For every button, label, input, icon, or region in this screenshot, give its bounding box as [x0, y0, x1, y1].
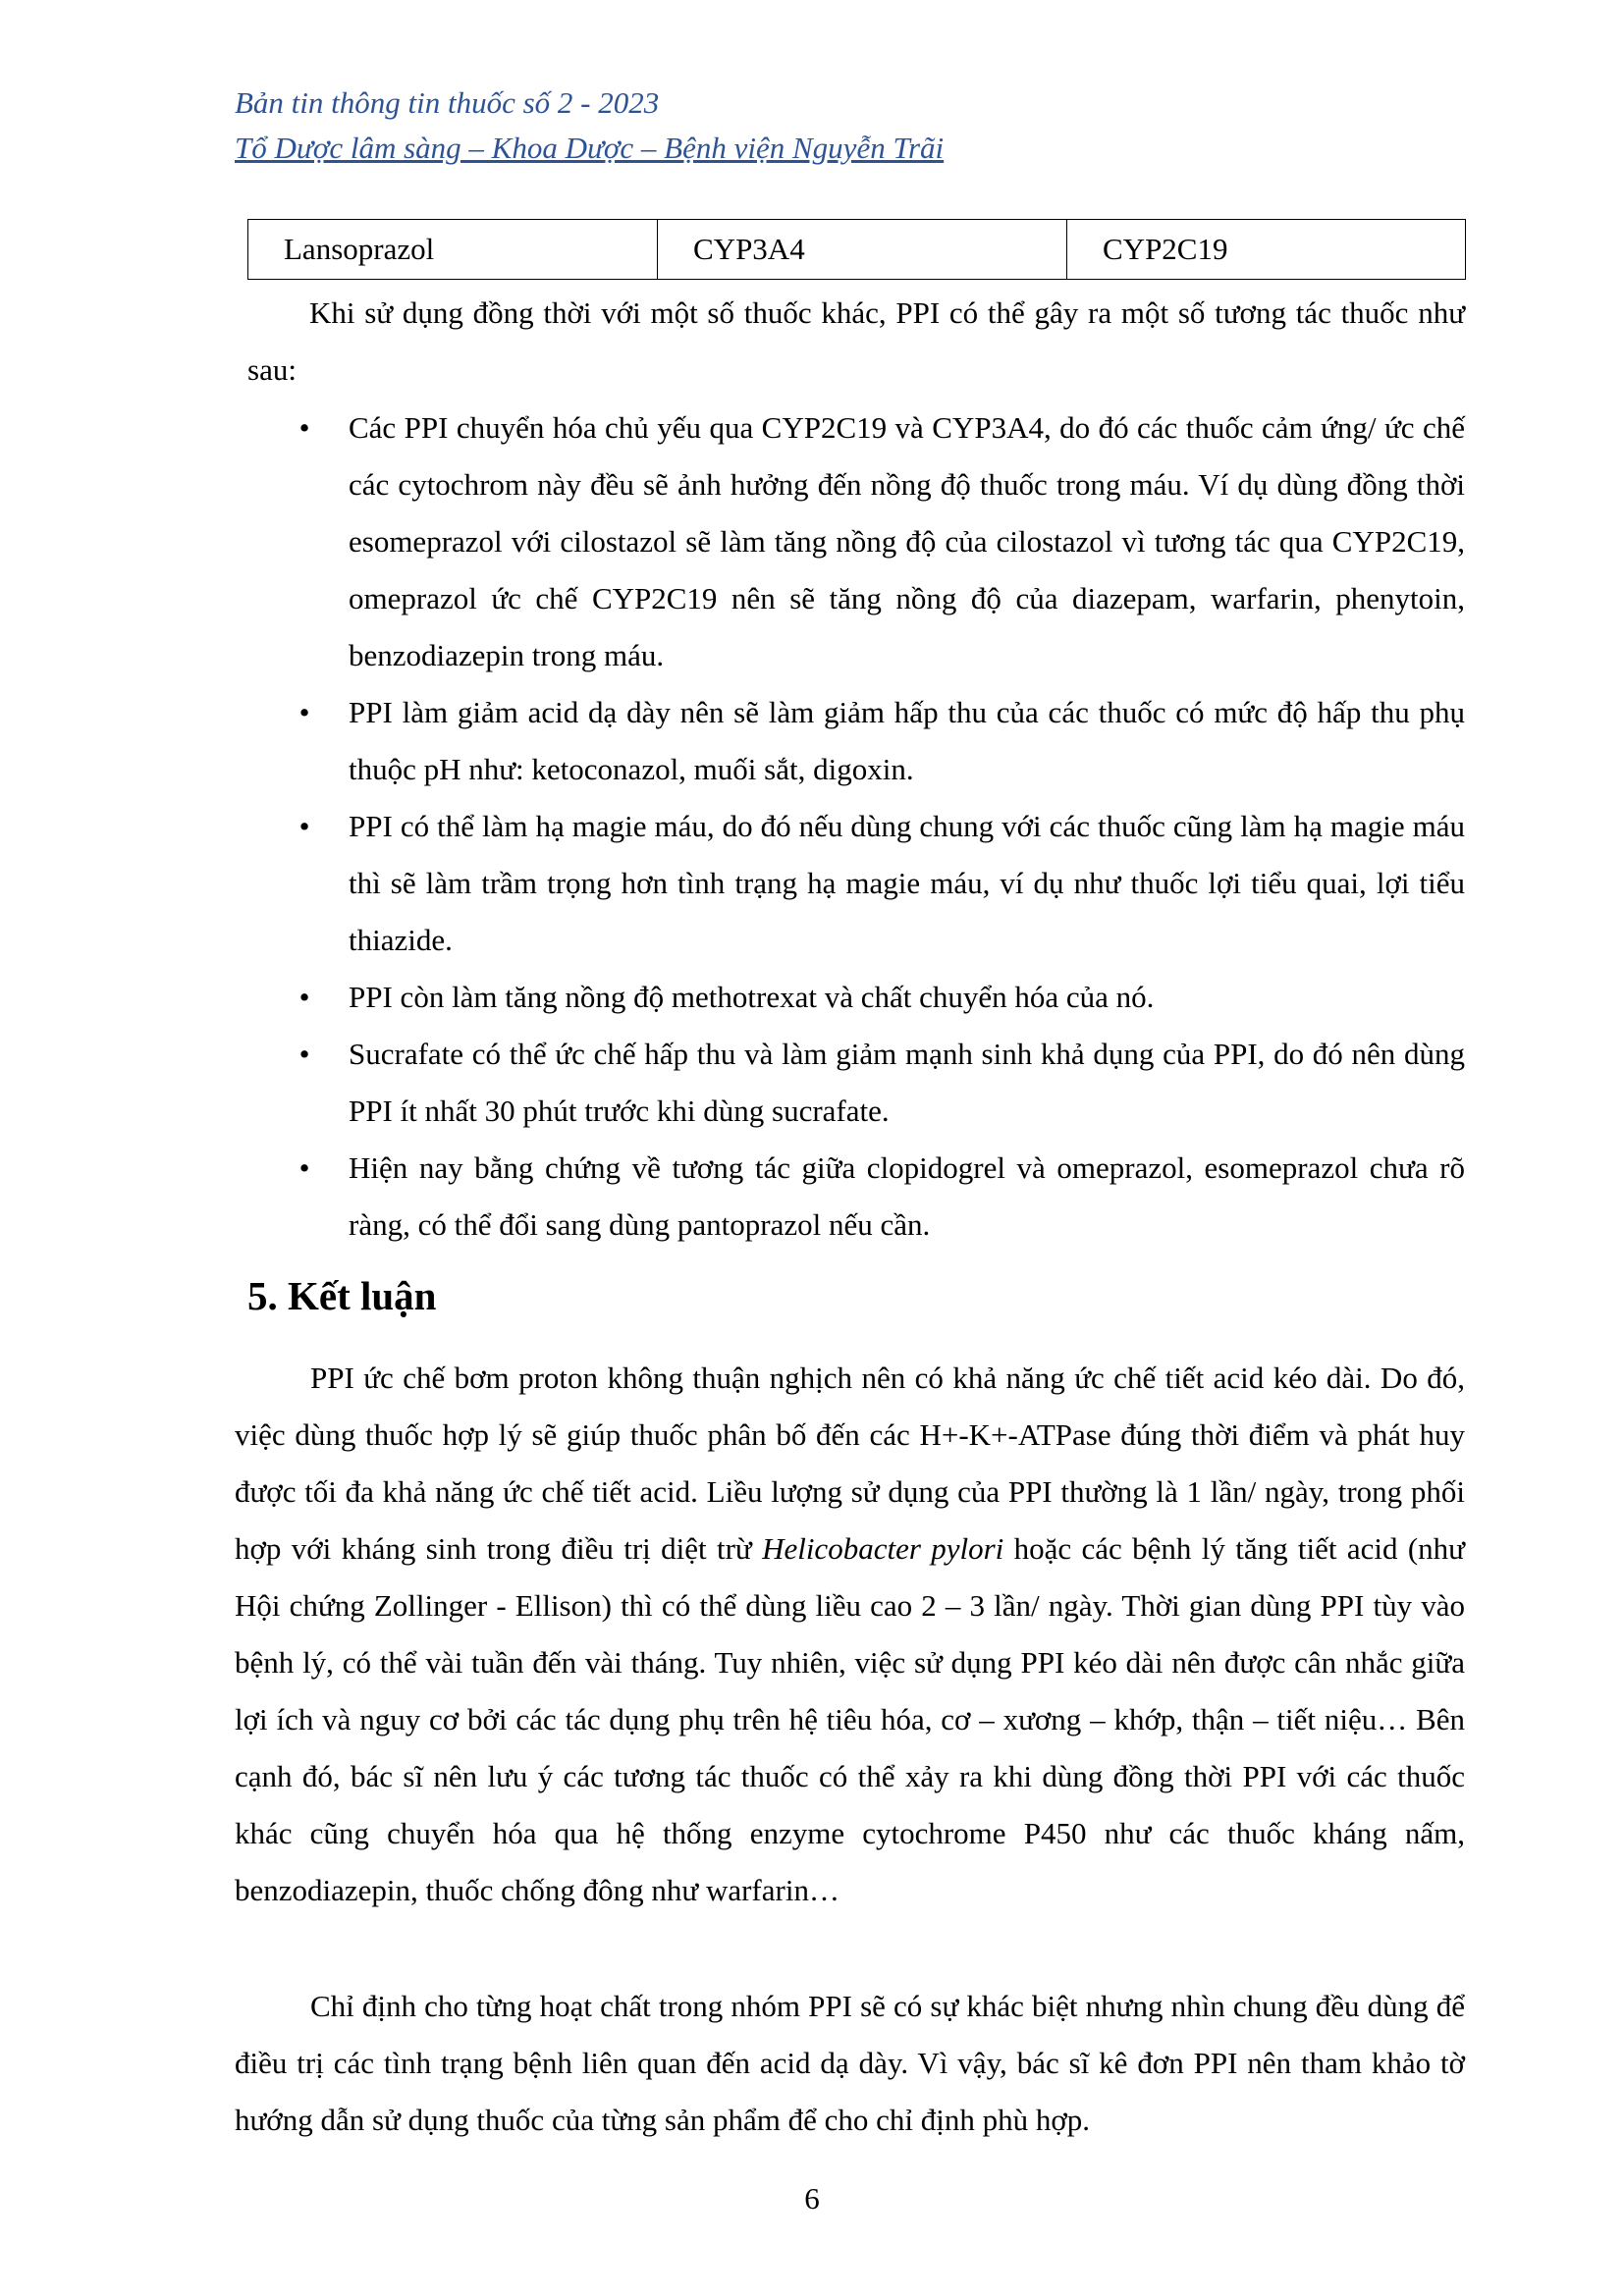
header-department: Tổ Dược lâm sàng – Khoa Dược – Bệnh viện Nguyễn Trãi: [235, 131, 945, 165]
header-bulletin-title: Bản tin thông tin thuốc số 2 - 2023: [235, 85, 660, 120]
section-heading-conclusion: 5. Kết luận: [247, 1273, 437, 1318]
species-name: Helicobacter pylori: [762, 1531, 1004, 1566]
bullet-icon: •: [298, 695, 310, 729]
list-item: [295, 1140, 1465, 1254]
conclusion-paragraph-1: [235, 1350, 1465, 1919]
conclusion-text-part-1: PPI ức chế bơm proton không thuận nghịch nên có khả năng ức chế tiết acid kéo dài. Do đó, việc dùng thuốc hợp lý sẽ giúp thuốc phân bố đến các H+-K+-ATPase đúng thời điểm và phát huy được tối đa khả năng ức chế tiết acid. Liều lượng sử dụng của PPI thường là 1 lần/ ngày, trong phối hợp với kháng sinh trong điều trị diệt trừ: [235, 1361, 1465, 1566]
list-item: [295, 798, 1465, 969]
list-item: [295, 969, 1465, 1026]
table-cell-drug: Lansoprazol: [248, 220, 658, 280]
list-item: [295, 684, 1465, 798]
list-item: [295, 1026, 1465, 1140]
list-item-text: Các PPI chuyển hóa chủ yếu qua CYP2C19 và CYP3A4, do đó các thuốc cảm ứng/ ức chế các cytochrom này đều sẽ ảnh hưởng đến nồng độ thuốc trong máu. Ví dụ dùng đồng thời esomeprazol với cilostazol sẽ làm tăng nồng độ của cilostazol vì tương tác qua CYP2C19, omeprazol ức chế CYP2C19 nên sẽ tăng nồng độ của diazepam, warfarin, phenytoin, benzodiazepin trong máu.: [349, 410, 1465, 672]
interaction-bullet-list: [295, 400, 1465, 1254]
bullet-icon: •: [298, 980, 310, 1014]
table-row: [248, 220, 1466, 280]
document-header: [235, 80, 944, 171]
bullet-icon: •: [298, 809, 310, 843]
table-cell-enzyme-1: CYP3A4: [658, 220, 1067, 280]
bullet-icon: •: [298, 1150, 310, 1185]
list-item: [295, 400, 1465, 684]
list-item-text: PPI còn làm tăng nồng độ methotrexat và chất chuyển hóa của nó.: [349, 980, 1155, 1014]
intro-paragraph: Khi sử dụng đồng thời với một số thuốc khác, PPI có thể gây ra một số tương tác thuốc như sau:: [247, 295, 1465, 387]
bullet-icon: •: [298, 1037, 310, 1071]
drug-enzyme-table: [247, 219, 1466, 280]
bullet-icon: •: [298, 410, 310, 445]
list-item-text: Hiện nay bằng chứng về tương tác giữa clopidogrel và omeprazol, esomeprazol chưa rõ ràng, có thể đổi sang dùng pantoprazol nếu cần.: [349, 1150, 1465, 1242]
table-cell-enzyme-2: CYP2C19: [1067, 220, 1466, 280]
list-item-text: PPI làm giảm acid dạ dày nên sẽ làm giảm hấp thu của các thuốc có mức độ hấp thu phụ thuộc pH như: ketoconazol, muối sắt, digoxin.: [349, 695, 1465, 786]
list-item-text: Sucrafate có thể ức chế hấp thu và làm giảm mạnh sinh khả dụng của PPI, do đó nên dùng PPI ít nhất 30 phút trước khi dùng sucrafate.: [349, 1037, 1465, 1128]
list-item-text: PPI có thể làm hạ magie máu, do đó nếu dùng chung với các thuốc cũng làm hạ magie máu thì sẽ làm trầm trọng hơn tình trạng hạ magie máu, ví dụ như thuốc lợi tiểu quai, lợi tiểu thiazide.: [349, 809, 1465, 957]
conclusion-text-part-2: hoặc các bệnh lý tăng tiết acid (như Hội chứng Zollinger - Ellison) thì có thể dùng liều cao 2 – 3 lần/ ngày. Thời gian dùng PPI tùy vào bệnh lý, có thể vài tuần đến vài tháng. Tuy nhiên, việc sử dụng PPI kéo dài nên được cân nhắc giữa lợi ích và nguy cơ bởi các tác dụng phụ trên hệ tiêu hóa, cơ – xương – khớp, thận – tiết niệu… Bên cạnh đó, bác sĩ nên lưu ý các tương tác thuốc có thể xảy ra khi dùng đồng thời PPI với các thuốc khác cũng chuyển hóa qua hệ thống enzyme cytochrome P450 như các thuốc kháng nấm, benzodiazepin, thuốc chống đông như warfarin…: [235, 1531, 1465, 1907]
conclusion-paragraph-2: Chỉ định cho từng hoạt chất trong nhóm PPI sẽ có sự khác biệt nhưng nhìn chung đều dùng để điều trị các tình trạng bệnh liên quan đến acid dạ dày. Vì vậy, bác sĩ kê đơn PPI nên tham khảo tờ hướng dẫn sử dụng thuốc của từng sản phẩm để cho chỉ định phù hợp.: [235, 1989, 1465, 2137]
page-number: 6: [804, 2181, 820, 2216]
